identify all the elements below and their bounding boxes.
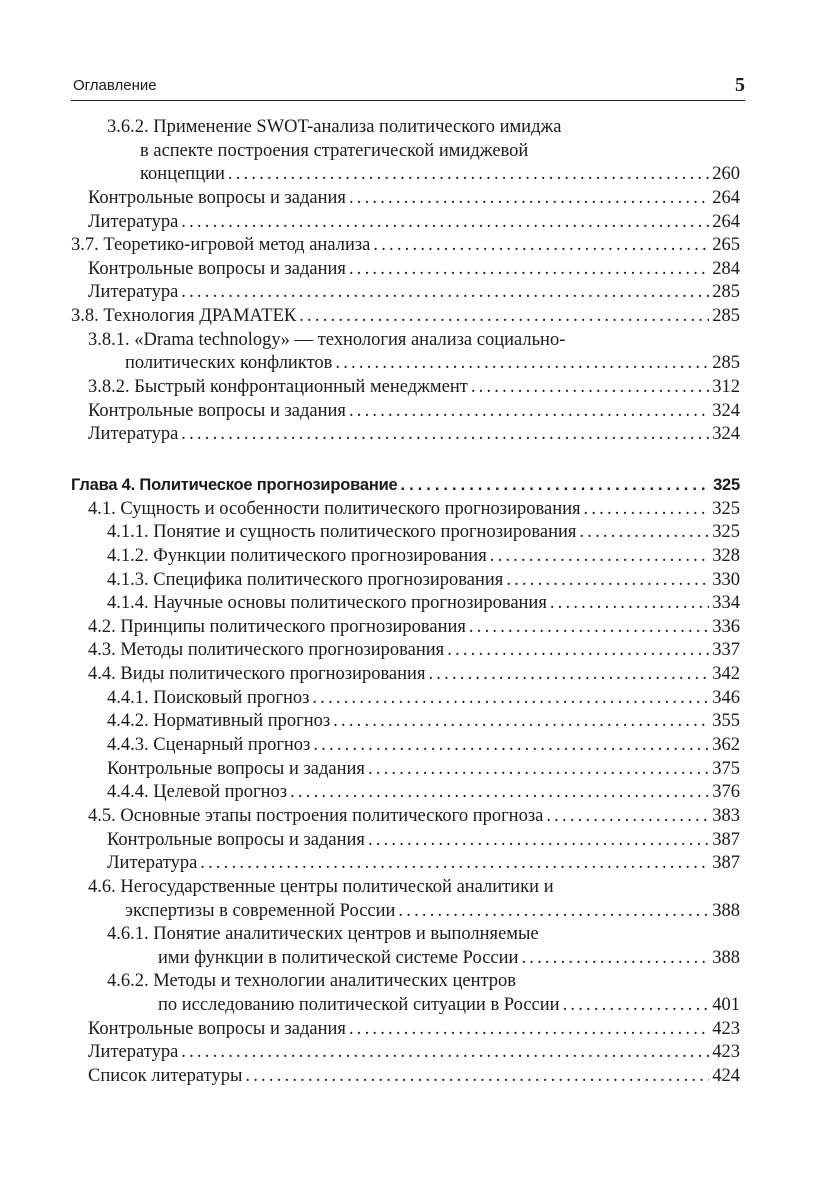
toc-page-number: 284 — [712, 258, 740, 279]
toc-entry-title: 4.1. Сущность и особенности политического прогнозирования — [88, 498, 581, 519]
toc-entry-title: Контрольные вопросы и задания — [88, 258, 346, 279]
toc-page-number: 375 — [712, 758, 740, 779]
toc-entry-title: 4.4.4. Целевой прогноз — [107, 782, 288, 803]
toc-entry-title: концепции — [140, 164, 225, 185]
toc-entry-title: 4.6. Негосударственные центры политической аналитики и — [88, 876, 554, 897]
toc-entry[interactable] — [0, 234, 817, 258]
toc-page-number: 383 — [712, 805, 740, 826]
toc-entry-title: Литература — [88, 424, 179, 445]
page-number: 5 — [735, 74, 745, 96]
dot-leader — [335, 352, 709, 376]
dot-leader — [228, 163, 709, 187]
dot-leader — [349, 400, 709, 424]
toc-entry[interactable] — [0, 1065, 817, 1089]
toc-page-number: 260 — [712, 164, 740, 185]
toc-entry-title: 4.2. Принципы политического прогнозирования — [88, 616, 466, 637]
toc-entry[interactable] — [0, 305, 817, 329]
toc-page-number: 423 — [712, 1042, 740, 1063]
dot-leader — [579, 521, 709, 545]
dot-leader — [349, 1018, 709, 1042]
toc-entry[interactable] — [0, 211, 817, 235]
toc-entry-title: экспертизы в современной России — [125, 900, 396, 921]
dot-leader — [181, 1041, 709, 1065]
toc-entry[interactable] — [0, 258, 817, 282]
toc-entry[interactable] — [0, 521, 817, 545]
dot-leader — [333, 710, 709, 734]
dot-leader — [200, 852, 709, 876]
toc-entry[interactable] — [0, 781, 817, 805]
toc-entry-title: 3.7. Теоретико-игровой метод анализа — [71, 235, 371, 256]
toc-page-number: 325 — [712, 498, 740, 519]
toc-page-number: 285 — [712, 353, 740, 374]
toc-page-number: 423 — [712, 1018, 740, 1039]
toc-entry[interactable] — [0, 734, 817, 758]
toc-entry[interactable] — [0, 805, 817, 829]
toc-entry[interactable] — [0, 1018, 817, 1042]
toc-entry[interactable] — [0, 710, 817, 734]
toc-page-number: 312 — [712, 377, 740, 398]
toc-entry[interactable] — [0, 1041, 817, 1065]
toc-page-number: 336 — [712, 616, 740, 637]
toc-entry[interactable] — [0, 639, 817, 663]
dot-leader — [469, 616, 709, 640]
dot-leader — [401, 474, 711, 498]
dot-leader — [181, 281, 709, 305]
toc-entry-title: Контрольные вопросы и задания — [88, 400, 346, 421]
toc-entry-title: Литература — [107, 853, 198, 874]
toc-entry-title: Глава 4. Политическое прогнозирование — [71, 475, 398, 494]
table-of-contents — [0, 116, 817, 1089]
toc-entry[interactable] — [0, 758, 817, 782]
toc-entry-title: 4.4.2. Нормативный прогноз — [107, 711, 331, 732]
toc-entry-title: 4.6.2. Методы и технологии аналитических центров — [107, 971, 517, 992]
dot-leader — [447, 639, 709, 663]
toc-page-number: 388 — [712, 947, 740, 968]
dot-leader — [181, 423, 709, 447]
toc-page-number: 401 — [712, 995, 740, 1016]
dot-leader — [245, 1065, 709, 1089]
toc-entry-title: 4.1.4. Научные основы политического прогнозирования — [107, 593, 547, 614]
toc-page-number: 388 — [712, 900, 740, 921]
toc-entry-title: Список литературы — [88, 1065, 243, 1086]
toc-entry-title: 4.4.1. Поисковый прогноз — [107, 687, 310, 708]
dot-leader — [471, 376, 709, 400]
toc-entry[interactable] — [0, 498, 817, 522]
toc-entry-title: 3.6.2. Применение SWOT-анализа политического имиджа — [107, 117, 562, 137]
toc-entry[interactable] — [0, 281, 817, 305]
toc-page-number: 324 — [712, 400, 740, 421]
toc-entry[interactable] — [0, 852, 817, 876]
dot-leader — [368, 758, 709, 782]
toc-entry-title: 4.5. Основные этапы построения политического прогноза — [88, 805, 544, 826]
toc-entry-title: 3.8.1. «Drama technology» — технология анализа социально- — [88, 329, 566, 350]
toc-entry-title: Литература — [88, 282, 179, 303]
toc-entry-title: ими функции в политической системе России — [158, 947, 519, 968]
toc-page-number: 355 — [712, 711, 740, 732]
toc-page-number: 387 — [712, 829, 740, 850]
toc-entry-title: 4.3. Методы политического прогнозирования — [88, 640, 445, 661]
dot-leader — [312, 687, 709, 711]
toc-entry-title: 3.8. Технология ДРАМАТЕК — [71, 306, 297, 327]
toc-entry[interactable] — [0, 923, 817, 970]
toc-entry-title: 4.1.1. Понятие и сущность политического прогнозирования — [107, 522, 577, 543]
dot-leader — [181, 211, 709, 235]
toc-entry[interactable] — [0, 829, 817, 853]
toc-entry-title: Литература — [88, 211, 179, 232]
toc-entry-title: Контрольные вопросы и задания — [88, 187, 346, 208]
toc-page-number: 265 — [712, 235, 740, 256]
dot-leader — [428, 663, 709, 687]
dot-leader — [521, 947, 709, 971]
dot-leader — [398, 900, 709, 924]
dot-leader — [368, 829, 709, 853]
dot-leader — [506, 569, 709, 593]
dot-leader — [290, 781, 709, 805]
running-header — [71, 74, 745, 101]
toc-page-number: 330 — [712, 569, 740, 590]
toc-entry-title: 4.1.3. Специфика политического прогнозирования — [107, 569, 504, 590]
toc-entry[interactable] — [0, 592, 817, 616]
dot-leader — [550, 592, 709, 616]
toc-entry-title: Контрольные вопросы и задания — [107, 758, 365, 779]
toc-entry[interactable] — [0, 187, 817, 211]
toc-entry-title: 4.4. Виды политического прогнозирования — [88, 664, 426, 685]
toc-page-number: 342 — [712, 664, 740, 685]
toc-entry[interactable] — [0, 876, 817, 923]
toc-chapter-entry[interactable] — [0, 474, 817, 498]
dot-leader — [490, 545, 710, 569]
toc-entry-title: 4.6.1. Понятие аналитических центров и выполняемые — [107, 924, 539, 945]
toc-page-number: 285 — [712, 282, 740, 303]
toc-entry-title: Литература — [88, 1042, 179, 1063]
toc-entry-title: 3.8.2. Быстрый конфронтационный менеджмент — [88, 377, 468, 398]
toc-page-number: 325 — [713, 475, 740, 494]
toc-entry[interactable] — [0, 545, 817, 569]
toc-entry[interactable] — [0, 376, 817, 400]
toc-page-number: 334 — [712, 593, 740, 614]
toc-entry[interactable] — [0, 423, 817, 447]
dot-leader — [563, 994, 710, 1018]
toc-entry[interactable] — [0, 116, 817, 187]
dot-leader — [349, 187, 709, 211]
toc-entry-title: по исследованию политической ситуации в России — [158, 995, 560, 1016]
toc-page-number: 325 — [712, 522, 740, 543]
toc-entry-title: Контрольные вопросы и задания — [107, 829, 365, 850]
dot-leader — [313, 734, 709, 758]
dot-leader — [584, 498, 710, 522]
toc-entry[interactable] — [0, 400, 817, 424]
toc-page-number: 285 — [712, 306, 740, 327]
toc-page-number: 424 — [712, 1065, 740, 1086]
toc-page-number: 346 — [712, 687, 740, 708]
dot-leader — [546, 805, 709, 829]
dot-leader — [373, 234, 709, 258]
toc-entry-title: 4.4.3. Сценарный прогноз — [107, 735, 311, 756]
dot-leader — [299, 305, 709, 329]
toc-entry-title: 4.1.2. Функции политического прогнозирования — [107, 545, 487, 566]
dot-leader — [349, 258, 709, 282]
toc-page-number: 337 — [712, 640, 740, 661]
toc-page-number: 324 — [712, 424, 740, 445]
toc-entry[interactable] — [0, 616, 817, 640]
toc-entry-title: политических конфликтов — [125, 353, 333, 374]
toc-entry[interactable] — [0, 569, 817, 593]
toc-page-number: 328 — [712, 545, 740, 566]
toc-entry[interactable] — [0, 663, 817, 687]
toc-entry[interactable] — [0, 687, 817, 711]
toc-page-number: 376 — [712, 782, 740, 803]
toc-page-number: 387 — [712, 853, 740, 874]
toc-entry-title: Контрольные вопросы и задания — [88, 1018, 346, 1039]
toc-page-number: 362 — [712, 735, 740, 756]
running-header-title: Оглавление — [73, 77, 157, 94]
toc-entry[interactable] — [0, 329, 817, 376]
toc-entry-title: в аспекте построения стратегической имиджевой — [140, 140, 529, 161]
chapter-gap — [0, 447, 817, 474]
toc-entry[interactable] — [0, 970, 817, 1017]
toc-page-number: 264 — [712, 187, 740, 208]
toc-page-number: 264 — [712, 211, 740, 232]
